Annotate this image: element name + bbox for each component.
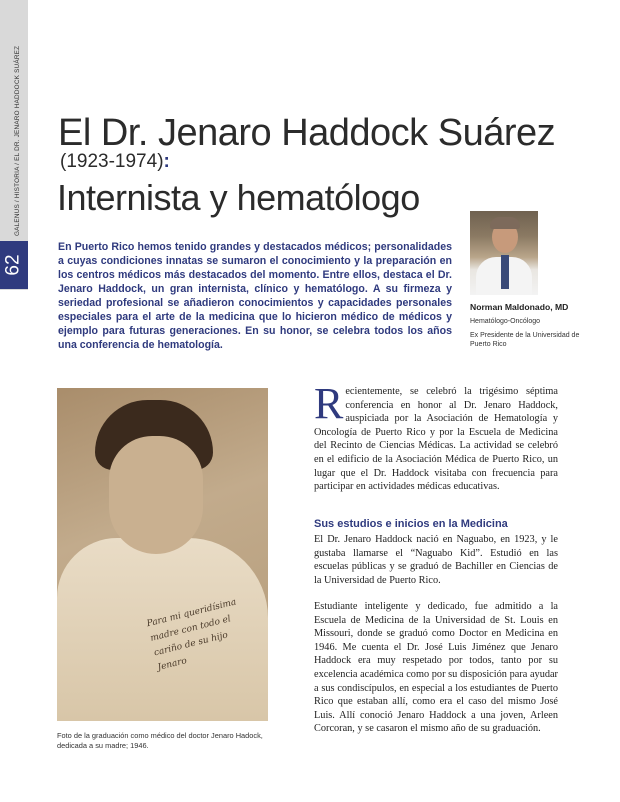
page-number: 62 [2,254,24,276]
paragraph-1-text: ecientemente, se celebró la trigésimo séptima conferencia en honor al Dr. Jenaro Haddock, auspiciada por la Asociación de Hematología y Oncología de Puerto Rico y por la Escuela de Medicina del Recinto de Ciencias Médicas. La actividad se celebró en el edificio de la Asociación Médica de Puerto Rico, un lugar que el Dr. Haddock visitaba con frecuencia para participar en actividades médicas educativas. [314,386,558,493]
drop-cap: R [314,379,344,428]
lead-paragraph: En Puerto Rico hemos tenido grandes y destacados médicos; personalidades a cuyas condiciones innatas se sumaron el conocimiento y la preparación en los centros médicos más destacados del momento. Entre ellos, destaca el Dr. Jenaro Haddock, un gran internista, clínico y hematólogo. A su firmeza y seriedad profesional se añadieron conocimientos y capacidades personales especiales para el arte de la medicina que lo hicieron médico de médicos y ejemplo para futuras generaciones. En su honor, se celebra todos los años una conferencia de hematología. [58,241,452,351]
article-title: El Dr. Jenaro Haddock Suárez [58,112,556,154]
running-head: GALENUS / HISTORIA / EL DR. JENARO HADDOCK SUÁREZ [14,45,21,236]
author-title: Ex Presidente de la Universidad de Puerto Rico [470,332,580,348]
author-role: Hematólogo-Oncólogo [470,318,541,325]
article-paragraph-2: El Dr. Jenaro Haddock nació en Naguabo, en 1923, y le gustaba llamarse el “Naguabo Kid”. Estudió en las escuelas públicas y se graduó de Bachiller en Ciencias de la Universidad de Puerto Rico. [314,534,558,586]
section-heading: Sus estudios e inicios en la Medicina [314,518,508,530]
article-dates: (1923-1974) [60,151,164,172]
article-subtitle: Internista y hematólogo [57,177,420,218]
author-photo [470,211,538,295]
article-paragraph-1 [314,379,558,494]
article-paragraph-3: Estudiante inteligente y dedicado, fue admitido a la Escuela de Medicina de la Universidad de St. Louis en Missouri, donde se graduó como Doctor en Medicina en 1946. Me cuenta el Dr. José Luis Jiménez que Jenaro Haddock era muy respetado por todos, tanto por su excelencia académica como por su disposición para ayudar a sus condiscípulos, en especial a los estudiantes de Puerto Rico que estaban allí, como era el caso del mismo José Luis. Allí conoció Jenaro Haddock a una joven, Arleen Corcoran, y se casaron el mismo año de su graduación. [314,601,558,735]
photo-dedication: Para mi queridísima madre con todo el cariño de su hijo Jenaro [145,597,238,674]
photo-caption: Foto de la graduación como médico del doctor Jenaro Hadock, dedicada a su madre; 1946. [57,731,263,750]
article-dates-line [60,151,170,173]
author-name: Norman Maldonado, MD [470,302,569,312]
page-number-box [0,241,28,289]
dates-colon: : [163,151,170,172]
graduation-photo [57,388,268,721]
